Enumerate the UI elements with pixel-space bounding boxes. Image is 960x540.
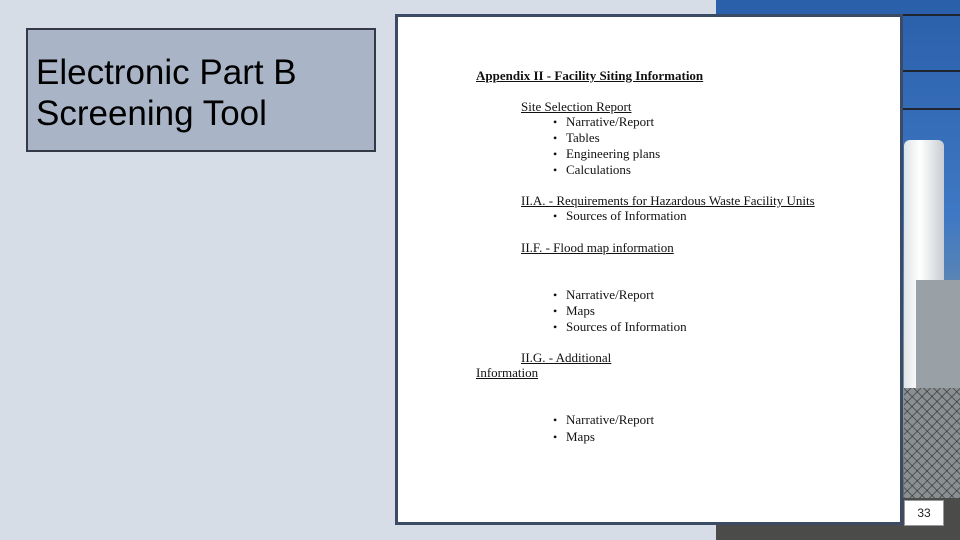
building [916,280,960,400]
section-heading: Site Selection Report [521,99,632,114]
power-line [902,14,960,16]
list-item: Sources of Information [566,208,687,223]
list-item: Narrative/Report [566,114,655,129]
bullet-icon: • [553,304,558,318]
bullet-icon: • [553,320,558,334]
bullet-icon: • [553,115,558,129]
list-item: Calculations [566,162,631,177]
bullet-icon: • [553,163,558,177]
list-item: Sources of Information [566,319,687,334]
list-item: Tables [566,130,600,145]
slide-title-box [26,28,376,152]
chain-link-fence [904,388,960,498]
power-line [902,70,960,72]
section-heading-line-2: Information [476,365,539,380]
list-item: Narrative/Report [566,412,655,427]
list-item: Engineering plans [566,146,661,161]
list-item: Narrative/Report [566,287,655,302]
section-heading: II.A. - Requirements for Hazardous Waste Facility Units [521,193,815,208]
power-line [902,108,960,110]
slide-title-line-2: Screening Tool [36,94,267,133]
bullet-icon: • [553,147,558,161]
list-item: Maps [566,303,595,318]
bullet-icon: • [553,131,558,145]
appendix-heading: Appendix II - Facility Siting Information [476,68,704,83]
bullet-icon: • [553,288,558,302]
document-image [395,14,903,525]
bullet-icon: • [553,209,558,223]
section-heading-line-1: II.G. - Additional [521,350,612,365]
bullet-icon: • [553,413,558,427]
slide-title-line-1: Electronic Part B [36,53,297,92]
slide-number: 33 [904,500,944,526]
section-heading: II.F. - Flood map information [521,240,674,255]
list-item: Maps [566,429,595,444]
bullet-icon: • [553,430,558,444]
